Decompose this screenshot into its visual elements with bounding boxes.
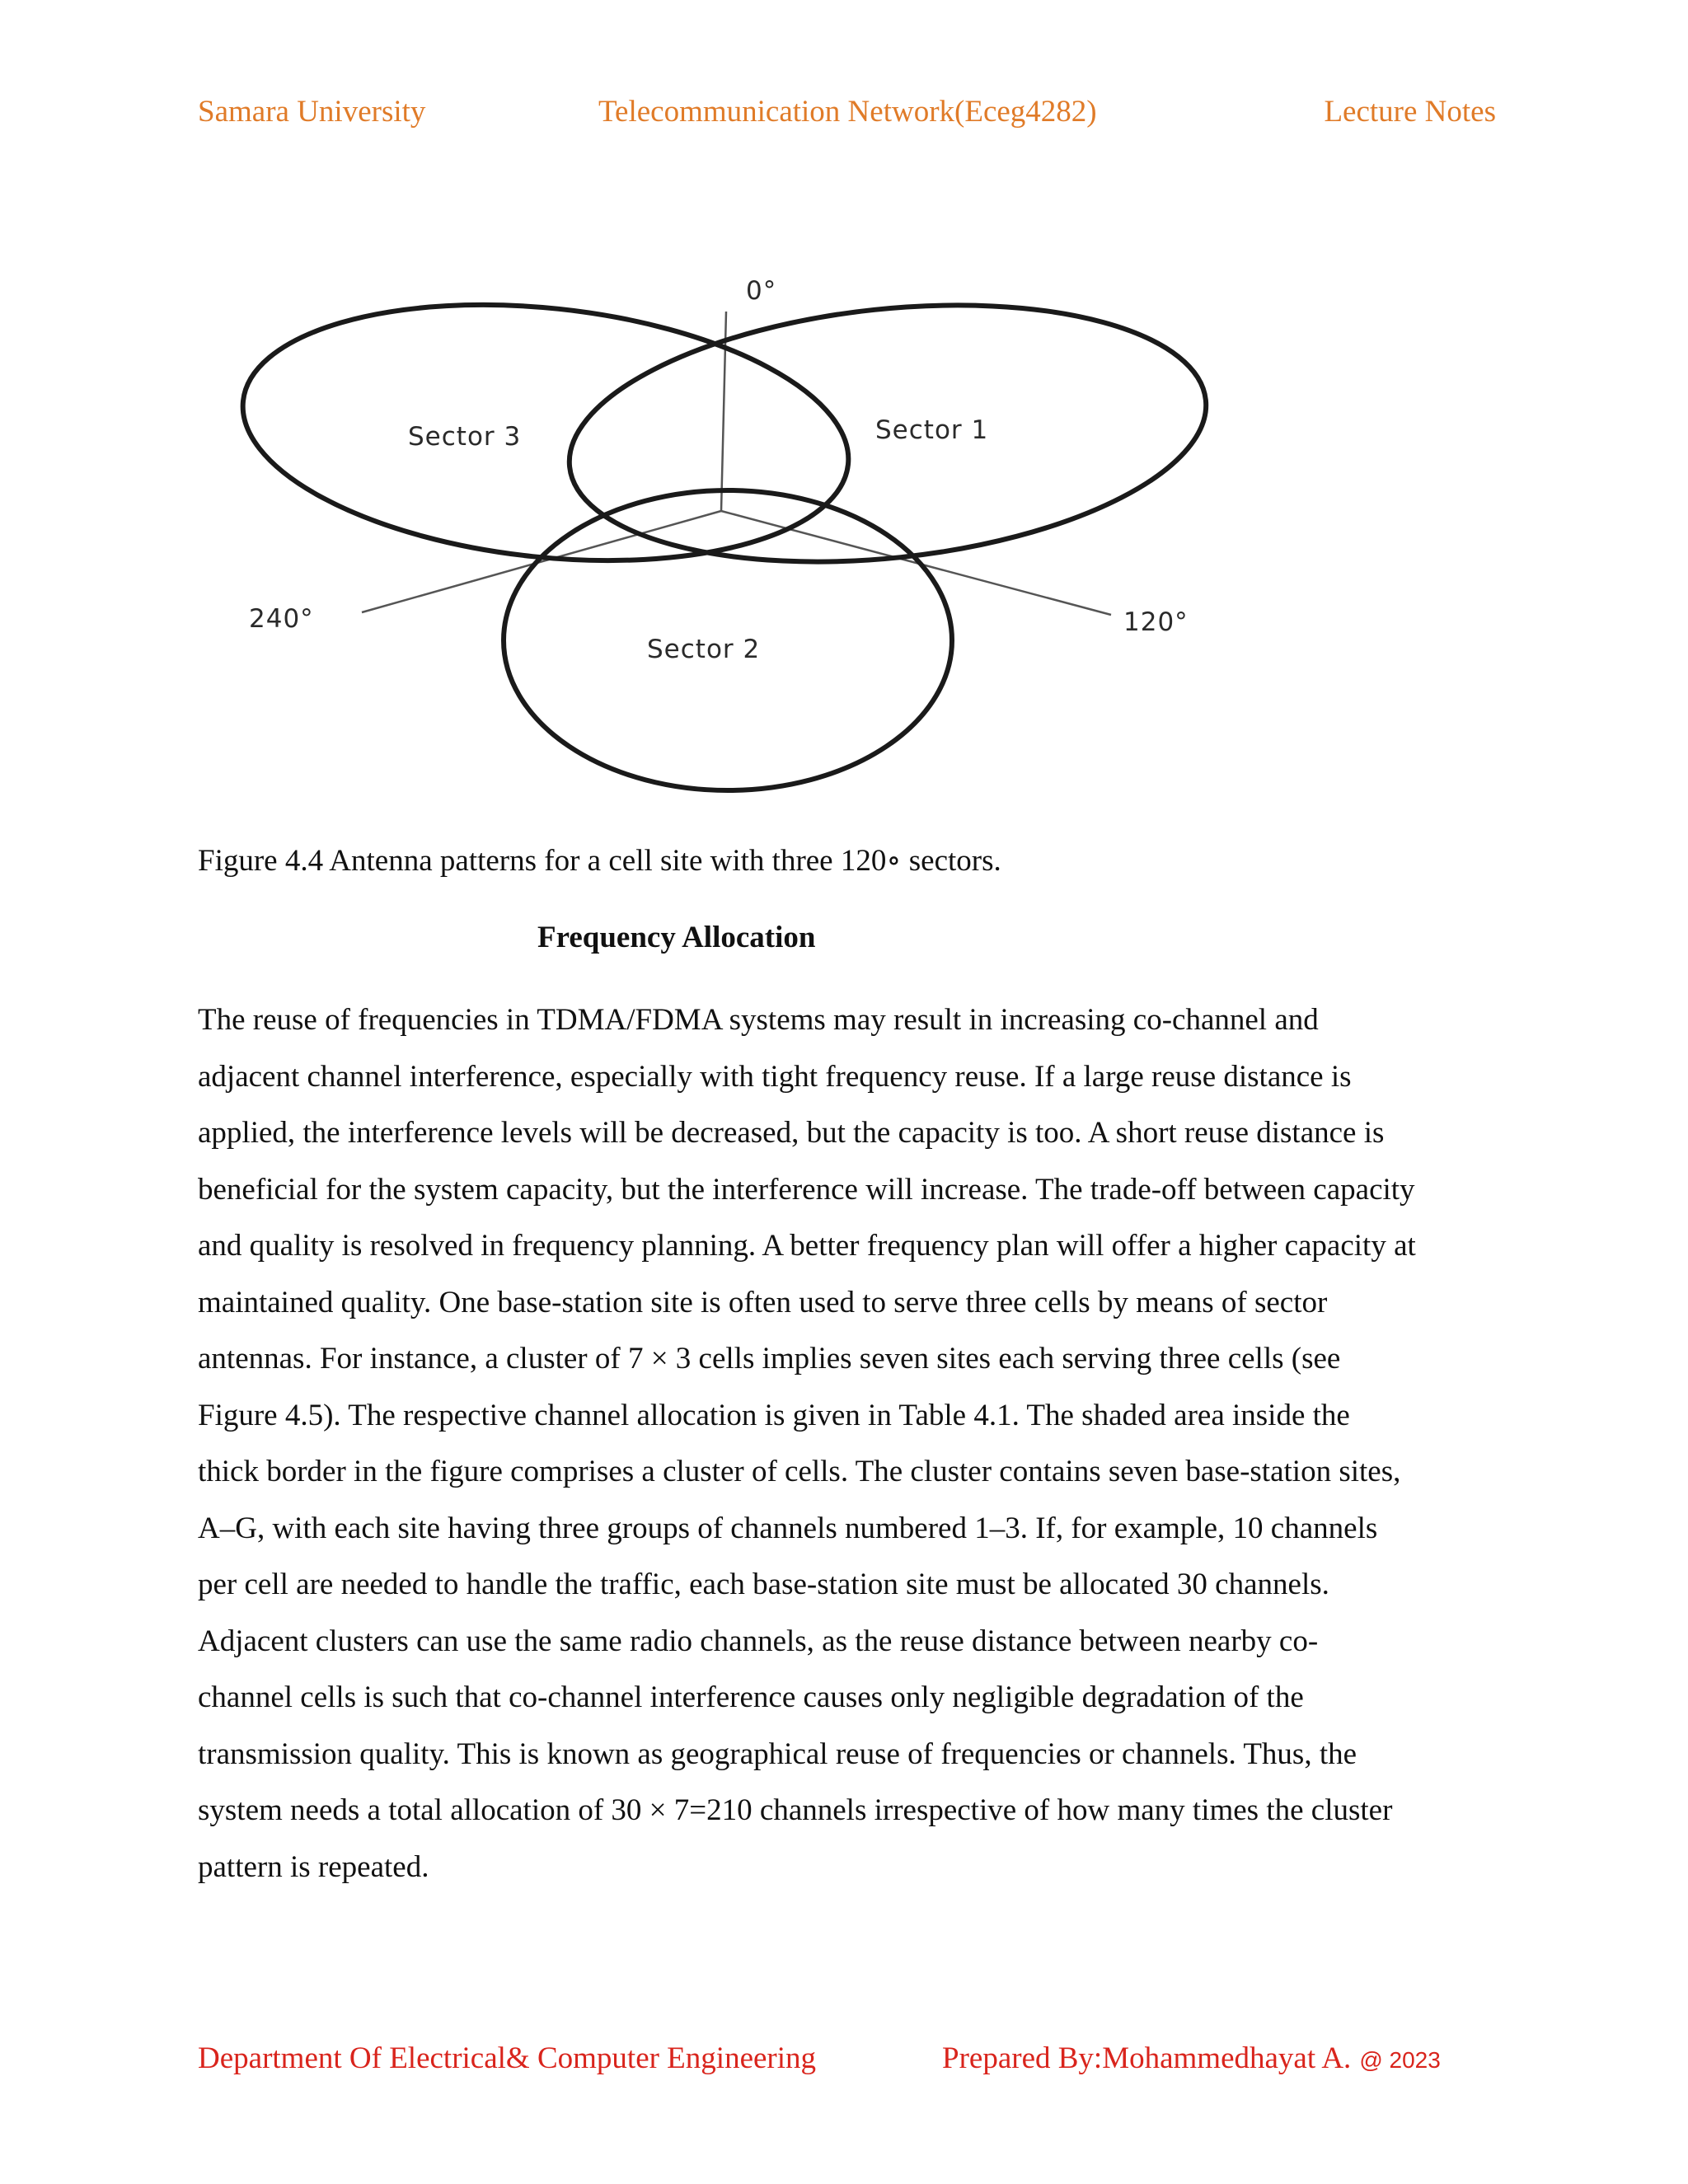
paragraph-line: Figure 4.5). The respective channel allocation is given in Table 4.1. The shaded area inside the bbox=[198, 1398, 1350, 1432]
antenna-pattern-figure bbox=[198, 264, 1236, 816]
page-footer bbox=[198, 2041, 1496, 2090]
section-heading: Frequency Allocation bbox=[537, 921, 816, 954]
paragraph-line: pattern is repeated. bbox=[198, 1849, 429, 1884]
paragraph-line: antennas. For instance, a cluster of 7 × 3 cells implies seven sites each serving three cells (see bbox=[198, 1342, 1341, 1376]
antenna-pattern-diagram bbox=[198, 264, 1236, 816]
paragraph-line: adjacent channel interference, especially with tight frequency reuse. If a large reuse distance is bbox=[198, 1059, 1352, 1094]
page-header bbox=[198, 94, 1496, 143]
header-course: Telecommunication Network(Eceg4282) bbox=[598, 95, 1097, 129]
paragraph-line: The reuse of frequencies in TDMA/FDMA systems may result in increasing co-channel and bbox=[198, 1003, 1319, 1037]
label-sector-2: Sector 2 bbox=[647, 635, 761, 664]
paragraph-line: A–G, with each site having three groups of channels numbered 1–3. If, for example, 10 channels bbox=[198, 1511, 1378, 1545]
body-paragraph bbox=[198, 992, 1496, 1896]
footer-year: @ 2023 bbox=[1359, 2047, 1441, 2073]
header-university: Samara University bbox=[198, 95, 426, 129]
paragraph-line: applied, the interference levels will be decreased, but the capacity is too. A short reuse distance is bbox=[198, 1116, 1385, 1150]
footer-author: Prepared By:Mohammedhayat A. bbox=[942, 2041, 1352, 2075]
figure-caption: Figure 4.4 Antenna patterns for a cell site with three 120∘ sectors. bbox=[198, 844, 1001, 878]
paragraph-line: and quality is resolved in frequency planning. A better frequency plan will offer a higher capacity at bbox=[198, 1229, 1416, 1263]
footer-department: Department Of Electrical& Computer Engineering bbox=[198, 2041, 817, 2075]
paragraph-line: Adjacent clusters can use the same radio channels, as the reuse distance between nearby co- bbox=[198, 1624, 1319, 1658]
paragraph-line: per cell are needed to handle the traffic, each base-station site must be allocated 30 channels. bbox=[198, 1568, 1329, 1601]
paragraph-line: system needs a total allocation of 30 × 7=210 channels irrespective of how many times the cluster bbox=[198, 1793, 1393, 1827]
footer-author-block bbox=[942, 2041, 1441, 2076]
label-angle-0: 0° bbox=[746, 276, 777, 306]
paragraph-line: thick border in the figure comprises a cluster of cells. The cluster contains seven base-station sites, bbox=[198, 1455, 1401, 1488]
label-angle-120: 120° bbox=[1123, 607, 1189, 637]
paragraph-line: transmission quality. This is known as geographical reuse of frequencies or channels. Thus, the bbox=[198, 1736, 1357, 1771]
label-sector-3: Sector 3 bbox=[408, 422, 522, 452]
lobe-sector-3 bbox=[230, 277, 861, 588]
axis-line-240 bbox=[362, 511, 721, 612]
header-doc-type: Lecture Notes bbox=[1324, 95, 1496, 129]
paragraph-line: beneficial for the system capacity, but the interference will increase. The trade-off between capacity bbox=[198, 1172, 1415, 1207]
paragraph-line: maintained quality. One base-station site is often used to serve three cells by means of sector bbox=[198, 1285, 1328, 1319]
label-sector-1: Sector 1 bbox=[875, 415, 989, 445]
paragraph-line: channel cells is such that co-channel interference causes only negligible degradation of the bbox=[198, 1680, 1304, 1714]
label-angle-240: 240° bbox=[249, 604, 314, 634]
